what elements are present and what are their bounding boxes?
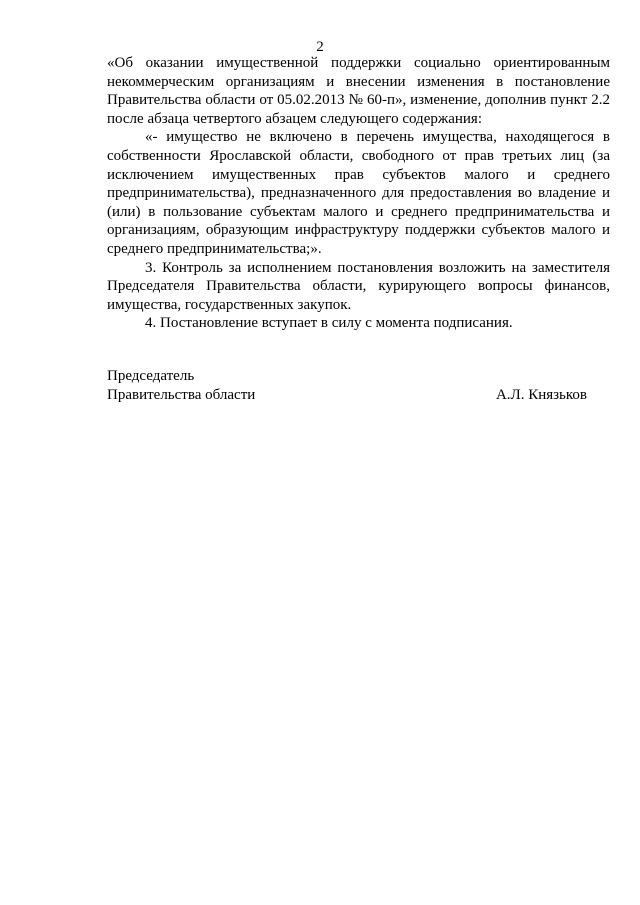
signature-block <box>107 367 587 405</box>
paragraph-item-4: 4. Постановление вступает в силу с момента подписания. <box>145 315 513 332</box>
signature-row <box>107 386 587 405</box>
signatory-title-line2: Правительства области <box>107 387 256 403</box>
signatory-title-line1: Председатель <box>107 368 195 384</box>
paragraph-quoted-addition: «- имущество не включено в перечень имущества, находящегося в собственности Ярославской области, свободного от прав третьих лиц (за исключением имущественных прав субъектов малого и среднего предпринимательства), предназначенного для предоставления во владение и (или) в пользование субъектам малого и среднего предпринимательства и организациям, образующим инфраструктуру поддержки субъектов малого и среднего предпринимательства;». <box>107 129 610 257</box>
page-number: 2 <box>316 39 324 55</box>
signatory-name: А.Л. Князьков <box>495 387 587 403</box>
document-body <box>107 54 610 333</box>
paragraph-item-3: 3. Контроль за исполнением постановления возложить на заместителя Председателя Правительства области, курирующего вопросы финансов, имущества, государственных закупок. <box>107 259 610 313</box>
paragraph-continuation: «Об оказании имущественной поддержки социально ориентированным некоммерческим организациям и внесении изменения в постановление Правительства области от 05.02.2013 № 60-п», изменение, дополнив пункт 2.2 после абзаца четвертого абзацем следующего содержания: <box>107 55 610 127</box>
